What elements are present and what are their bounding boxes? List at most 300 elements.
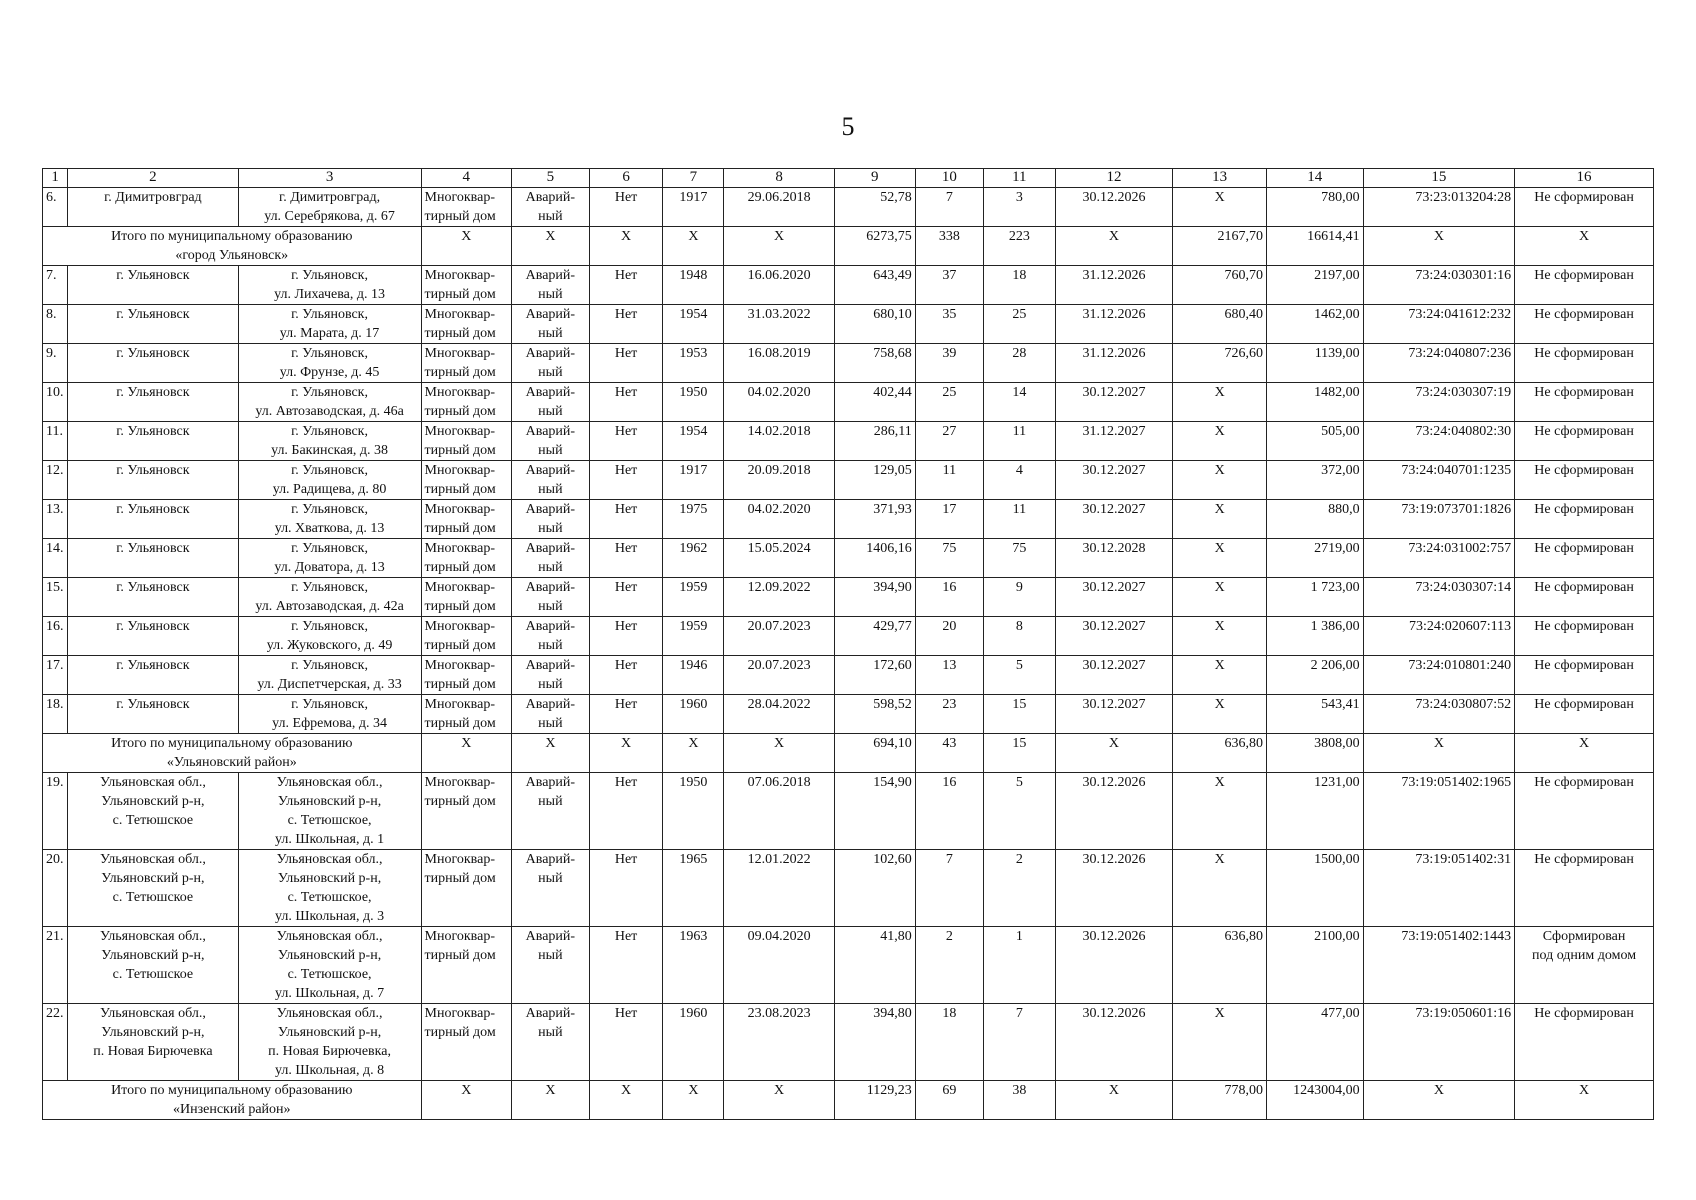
- area-cell: 429,77: [834, 617, 915, 656]
- building-type-cell: Многоквар- тирный дом: [421, 266, 511, 305]
- building-type-cell: Многоквар- тирный дом: [421, 461, 511, 500]
- date-cell: 12.01.2022: [724, 850, 834, 927]
- flag-cell: Нет: [589, 773, 663, 850]
- cadastral-number-cell: 73:24:040807:236: [1363, 344, 1514, 383]
- row-number: 15.: [43, 578, 68, 617]
- deadline-cell: 30.12.2027: [1055, 578, 1173, 617]
- total-people: 338: [915, 227, 983, 266]
- cost-cell: X: [1173, 539, 1267, 578]
- total-label: Итого по муниципальному образованию «город Ульяновск»: [43, 227, 422, 266]
- total-row: [43, 1081, 1654, 1120]
- flag-cell: Нет: [589, 695, 663, 734]
- flag-cell: Нет: [589, 383, 663, 422]
- row-number: 7.: [43, 266, 68, 305]
- area-cell: 1406,16: [834, 539, 915, 578]
- cost-total-cell: 505,00: [1266, 422, 1363, 461]
- address-cell: г. Ульяновск, ул. Жуковского, д. 49: [238, 617, 421, 656]
- total-cell: X: [511, 1081, 589, 1120]
- total-area: 1129,23: [834, 1081, 915, 1120]
- address-cell: г. Ульяновск, ул. Ефремова, д. 34: [238, 695, 421, 734]
- area-cell: 394,90: [834, 578, 915, 617]
- table-row: [43, 461, 1654, 500]
- deadline-cell: 31.12.2026: [1055, 266, 1173, 305]
- building-type-cell: Многоквар- тирный дом: [421, 656, 511, 695]
- column-number-cell: 4: [421, 169, 511, 188]
- cadastral-number-cell: 73:24:040701:1235: [1363, 461, 1514, 500]
- status-cell: Аварий- ный: [511, 695, 589, 734]
- deadline-cell: 31.12.2026: [1055, 305, 1173, 344]
- rooms-cell: 4: [984, 461, 1056, 500]
- land-status-cell: Не сформирован: [1515, 617, 1654, 656]
- total-cell: X: [1055, 227, 1173, 266]
- cost-total-cell: 1500,00: [1266, 850, 1363, 927]
- column-number-cell: 16: [1515, 169, 1654, 188]
- row-number: 10.: [43, 383, 68, 422]
- municipality-cell: Ульяновская обл., Ульяновский р-н, п. Новая Бирючевка: [68, 1004, 238, 1081]
- total-cell: X: [724, 227, 834, 266]
- table-row: [43, 773, 1654, 850]
- cost-cell: X: [1173, 422, 1267, 461]
- row-number: 21.: [43, 927, 68, 1004]
- year-cell: 1959: [663, 617, 724, 656]
- address-cell: г. Ульяновск, ул. Хваткова, д. 13: [238, 500, 421, 539]
- date-cell: 12.09.2022: [724, 578, 834, 617]
- date-cell: 20.07.2023: [724, 656, 834, 695]
- cost-cell: X: [1173, 383, 1267, 422]
- address-cell: Ульяновская обл., Ульяновский р-н, с. Тетюшское, ул. Школьная, д. 3: [238, 850, 421, 927]
- column-number-cell: 5: [511, 169, 589, 188]
- area-cell: 758,68: [834, 344, 915, 383]
- people-cell: 20: [915, 617, 983, 656]
- people-cell: 25: [915, 383, 983, 422]
- column-number-cell: 8: [724, 169, 834, 188]
- table-row: [43, 383, 1654, 422]
- cadastral-number-cell: 73:24:030301:16: [1363, 266, 1514, 305]
- status-cell: Аварий- ный: [511, 927, 589, 1004]
- land-status-cell: Не сформирован: [1515, 850, 1654, 927]
- cadastral-number-cell: 73:24:030807:52: [1363, 695, 1514, 734]
- table-row: [43, 344, 1654, 383]
- column-number-cell: 10: [915, 169, 983, 188]
- table-row: [43, 539, 1654, 578]
- cost-cell: 726,60: [1173, 344, 1267, 383]
- cost-cell: X: [1173, 578, 1267, 617]
- rooms-cell: 11: [984, 500, 1056, 539]
- cadastral-number-cell: 73:24:020607:113: [1363, 617, 1514, 656]
- flag-cell: Нет: [589, 461, 663, 500]
- date-cell: 23.08.2023: [724, 1004, 834, 1081]
- table-row: [43, 656, 1654, 695]
- land-status-cell: Не сформирован: [1515, 539, 1654, 578]
- total-cell: X: [511, 227, 589, 266]
- row-number: 17.: [43, 656, 68, 695]
- people-cell: 17: [915, 500, 983, 539]
- building-type-cell: Многоквар- тирный дом: [421, 695, 511, 734]
- deadline-cell: 31.12.2026: [1055, 344, 1173, 383]
- people-cell: 35: [915, 305, 983, 344]
- address-cell: Ульяновская обл., Ульяновский р-н, п. Новая Бирючевка, ул. Школьная, д. 8: [238, 1004, 421, 1081]
- total-rooms: 38: [984, 1081, 1056, 1120]
- land-status-cell: Не сформирован: [1515, 344, 1654, 383]
- rooms-cell: 7: [984, 1004, 1056, 1081]
- cadastral-number-cell: 73:24:010801:240: [1363, 656, 1514, 695]
- flag-cell: Нет: [589, 188, 663, 227]
- total-cell: X: [511, 734, 589, 773]
- cadastral-number-cell: 73:24:031002:757: [1363, 539, 1514, 578]
- rooms-cell: 2: [984, 850, 1056, 927]
- flag-cell: Нет: [589, 850, 663, 927]
- address-cell: г. Ульяновск, ул. Диспетчерская, д. 33: [238, 656, 421, 695]
- year-cell: 1959: [663, 578, 724, 617]
- land-status-cell: Не сформирован: [1515, 383, 1654, 422]
- cost-cell: X: [1173, 500, 1267, 539]
- table-row: [43, 1004, 1654, 1081]
- status-cell: Аварий- ный: [511, 850, 589, 927]
- date-cell: 31.03.2022: [724, 305, 834, 344]
- building-type-cell: Многоквар- тирный дом: [421, 344, 511, 383]
- building-type-cell: Многоквар- тирный дом: [421, 850, 511, 927]
- address-cell: г. Ульяновск, ул. Марата, д. 17: [238, 305, 421, 344]
- flag-cell: Нет: [589, 539, 663, 578]
- cost-total-cell: 780,00: [1266, 188, 1363, 227]
- people-cell: 27: [915, 422, 983, 461]
- rooms-cell: 1: [984, 927, 1056, 1004]
- flag-cell: Нет: [589, 927, 663, 1004]
- rooms-cell: 5: [984, 656, 1056, 695]
- flag-cell: Нет: [589, 656, 663, 695]
- year-cell: 1960: [663, 1004, 724, 1081]
- date-cell: 04.02.2020: [724, 500, 834, 539]
- table-row: [43, 617, 1654, 656]
- deadline-cell: 30.12.2027: [1055, 695, 1173, 734]
- table-row: [43, 927, 1654, 1004]
- total-area: 694,10: [834, 734, 915, 773]
- municipality-cell: г. Ульяновск: [68, 266, 238, 305]
- date-cell: 16.06.2020: [724, 266, 834, 305]
- area-cell: 102,60: [834, 850, 915, 927]
- year-cell: 1950: [663, 383, 724, 422]
- people-cell: 39: [915, 344, 983, 383]
- address-cell: г. Ульяновск, ул. Радищева, д. 80: [238, 461, 421, 500]
- total-people: 69: [915, 1081, 983, 1120]
- deadline-cell: 30.12.2027: [1055, 500, 1173, 539]
- total-cell: X: [1515, 1081, 1654, 1120]
- cadastral-number-cell: 73:24:030307:19: [1363, 383, 1514, 422]
- status-cell: Аварий- ный: [511, 539, 589, 578]
- total-label: Итого по муниципальному образованию «Инзенский район»: [43, 1081, 422, 1120]
- people-cell: 2: [915, 927, 983, 1004]
- municipality-cell: Ульяновская обл., Ульяновский р-н, с. Тетюшское: [68, 850, 238, 927]
- status-cell: Аварий- ный: [511, 188, 589, 227]
- area-cell: 286,11: [834, 422, 915, 461]
- total-cell: X: [421, 1081, 511, 1120]
- cadastral-number-cell: 73:24:030307:14: [1363, 578, 1514, 617]
- flag-cell: Нет: [589, 500, 663, 539]
- cost-total-cell: 477,00: [1266, 1004, 1363, 1081]
- municipality-cell: г. Ульяновск: [68, 500, 238, 539]
- municipality-cell: г. Ульяновск: [68, 539, 238, 578]
- flag-cell: Нет: [589, 578, 663, 617]
- deadline-cell: 31.12.2027: [1055, 422, 1173, 461]
- cost-cell: 760,70: [1173, 266, 1267, 305]
- date-cell: 04.02.2020: [724, 383, 834, 422]
- people-cell: 23: [915, 695, 983, 734]
- deadline-cell: 30.12.2026: [1055, 850, 1173, 927]
- municipality-cell: г. Димитровград: [68, 188, 238, 227]
- land-status-cell: Не сформирован: [1515, 695, 1654, 734]
- building-type-cell: Многоквар- тирный дом: [421, 383, 511, 422]
- status-cell: Аварий- ный: [511, 266, 589, 305]
- status-cell: Аварий- ный: [511, 500, 589, 539]
- table-row: [43, 266, 1654, 305]
- row-number: 9.: [43, 344, 68, 383]
- cost-total-cell: 1 386,00: [1266, 617, 1363, 656]
- deadline-cell: 30.12.2026: [1055, 188, 1173, 227]
- table-row: [43, 695, 1654, 734]
- rooms-cell: 8: [984, 617, 1056, 656]
- total-cell: X: [421, 734, 511, 773]
- municipality-cell: г. Ульяновск: [68, 578, 238, 617]
- cost-cell: X: [1173, 461, 1267, 500]
- column-number-cell: 2: [68, 169, 238, 188]
- cadastral-number-cell: 73:19:051402:1443: [1363, 927, 1514, 1004]
- cost-total-cell: 2 206,00: [1266, 656, 1363, 695]
- total-cell: X: [663, 734, 724, 773]
- date-cell: 07.06.2018: [724, 773, 834, 850]
- land-status-cell: Не сформирован: [1515, 773, 1654, 850]
- year-cell: 1965: [663, 850, 724, 927]
- total-cell: X: [1363, 734, 1514, 773]
- status-cell: Аварий- ный: [511, 773, 589, 850]
- rooms-cell: 14: [984, 383, 1056, 422]
- cost-total-cell: 2100,00: [1266, 927, 1363, 1004]
- area-cell: 371,93: [834, 500, 915, 539]
- total-row: [43, 227, 1654, 266]
- total-cell: X: [589, 227, 663, 266]
- rooms-cell: 9: [984, 578, 1056, 617]
- land-status-cell: Не сформирован: [1515, 1004, 1654, 1081]
- municipality-cell: г. Ульяновск: [68, 695, 238, 734]
- cost-total-cell: 1482,00: [1266, 383, 1363, 422]
- status-cell: Аварий- ный: [511, 578, 589, 617]
- land-status-cell: Не сформирован: [1515, 422, 1654, 461]
- total-cost: 3808,00: [1266, 734, 1363, 773]
- municipality-cell: Ульяновская обл., Ульяновский р-н, с. Тетюшское: [68, 773, 238, 850]
- address-cell: г. Ульяновск, ул. Автозаводская, д. 42а: [238, 578, 421, 617]
- municipality-cell: г. Ульяновск: [68, 461, 238, 500]
- status-cell: Аварий- ный: [511, 344, 589, 383]
- municipality-cell: г. Ульяновск: [68, 617, 238, 656]
- cost-cell: X: [1173, 617, 1267, 656]
- row-number: 19.: [43, 773, 68, 850]
- cost-total-cell: 2719,00: [1266, 539, 1363, 578]
- municipality-cell: г. Ульяновск: [68, 422, 238, 461]
- building-type-cell: Многоквар- тирный дом: [421, 305, 511, 344]
- rooms-cell: 18: [984, 266, 1056, 305]
- column-number-cell: 11: [984, 169, 1056, 188]
- area-cell: 41,80: [834, 927, 915, 1004]
- deadline-cell: 30.12.2026: [1055, 927, 1173, 1004]
- land-status-cell: Не сформирован: [1515, 578, 1654, 617]
- date-cell: 16.08.2019: [724, 344, 834, 383]
- deadline-cell: 30.12.2027: [1055, 461, 1173, 500]
- rooms-cell: 28: [984, 344, 1056, 383]
- municipality-cell: г. Ульяновск: [68, 656, 238, 695]
- total-cell: X: [421, 227, 511, 266]
- column-number-cell: 6: [589, 169, 663, 188]
- total-cell: X: [1515, 227, 1654, 266]
- land-status-cell: Не сформирован: [1515, 656, 1654, 695]
- cost-cell: X: [1173, 850, 1267, 927]
- area-cell: 129,05: [834, 461, 915, 500]
- row-number: 18.: [43, 695, 68, 734]
- total-cell: 778,00: [1173, 1081, 1267, 1120]
- flag-cell: Нет: [589, 344, 663, 383]
- row-number: 12.: [43, 461, 68, 500]
- flag-cell: Нет: [589, 1004, 663, 1081]
- total-cell: X: [1055, 1081, 1173, 1120]
- total-cell: X: [1515, 734, 1654, 773]
- row-number: 16.: [43, 617, 68, 656]
- building-type-cell: Многоквар- тирный дом: [421, 617, 511, 656]
- building-type-cell: Многоквар- тирный дом: [421, 500, 511, 539]
- deadline-cell: 30.12.2027: [1055, 656, 1173, 695]
- rooms-cell: 3: [984, 188, 1056, 227]
- people-cell: 13: [915, 656, 983, 695]
- row-number: 8.: [43, 305, 68, 344]
- cost-cell: X: [1173, 695, 1267, 734]
- rooms-cell: 75: [984, 539, 1056, 578]
- building-type-cell: Многоквар- тирный дом: [421, 773, 511, 850]
- cost-cell: 636,80: [1173, 927, 1267, 1004]
- cadastral-number-cell: 73:19:051402:31: [1363, 850, 1514, 927]
- cadastral-number-cell: 73:23:013204:28: [1363, 188, 1514, 227]
- municipality-cell: г. Ульяновск: [68, 305, 238, 344]
- row-number: 22.: [43, 1004, 68, 1081]
- row-number: 14.: [43, 539, 68, 578]
- municipality-cell: г. Ульяновск: [68, 383, 238, 422]
- total-label: Итого по муниципальному образованию «Ульяновский район»: [43, 734, 422, 773]
- people-cell: 16: [915, 578, 983, 617]
- page-number: 5: [841, 112, 855, 141]
- year-cell: 1946: [663, 656, 724, 695]
- total-cell: 636,80: [1173, 734, 1267, 773]
- year-cell: 1960: [663, 695, 724, 734]
- address-cell: Ульяновская обл., Ульяновский р-н, с. Тетюшское, ул. Школьная, д. 1: [238, 773, 421, 850]
- total-cell: X: [663, 227, 724, 266]
- column-number-row: [43, 169, 1654, 188]
- total-row: [43, 734, 1654, 773]
- table-row: [43, 305, 1654, 344]
- building-type-cell: Многоквар- тирный дом: [421, 188, 511, 227]
- status-cell: Аварий- ный: [511, 1004, 589, 1081]
- status-cell: Аварий- ный: [511, 461, 589, 500]
- deadline-cell: 30.12.2027: [1055, 383, 1173, 422]
- total-rooms: 223: [984, 227, 1056, 266]
- date-cell: 29.06.2018: [724, 188, 834, 227]
- cadastral-number-cell: 73:24:040802:30: [1363, 422, 1514, 461]
- status-cell: Аварий- ный: [511, 617, 589, 656]
- building-type-cell: Многоквар- тирный дом: [421, 578, 511, 617]
- cost-total-cell: 372,00: [1266, 461, 1363, 500]
- date-cell: 14.02.2018: [724, 422, 834, 461]
- status-cell: Аварий- ный: [511, 305, 589, 344]
- total-people: 43: [915, 734, 983, 773]
- total-cell: X: [1363, 1081, 1514, 1120]
- people-cell: 75: [915, 539, 983, 578]
- deadline-cell: 30.12.2027: [1055, 617, 1173, 656]
- building-type-cell: Многоквар- тирный дом: [421, 1004, 511, 1081]
- column-number-cell: 15: [1363, 169, 1514, 188]
- area-cell: 680,10: [834, 305, 915, 344]
- building-type-cell: Многоквар- тирный дом: [421, 422, 511, 461]
- deadline-cell: 30.12.2028: [1055, 539, 1173, 578]
- total-cell: X: [1363, 227, 1514, 266]
- column-number-cell: 13: [1173, 169, 1267, 188]
- area-cell: 402,44: [834, 383, 915, 422]
- total-cell: X: [724, 1081, 834, 1120]
- total-rooms: 15: [984, 734, 1056, 773]
- cost-total-cell: 1462,00: [1266, 305, 1363, 344]
- date-cell: 28.04.2022: [724, 695, 834, 734]
- people-cell: 37: [915, 266, 983, 305]
- land-status-cell: Не сформирован: [1515, 188, 1654, 227]
- address-cell: г. Димитровград, ул. Серебрякова, д. 67: [238, 188, 421, 227]
- year-cell: 1917: [663, 188, 724, 227]
- table-row: [43, 500, 1654, 539]
- column-number-cell: 12: [1055, 169, 1173, 188]
- table-row: [43, 188, 1654, 227]
- land-status-cell: Не сформирован: [1515, 461, 1654, 500]
- area-cell: 154,90: [834, 773, 915, 850]
- year-cell: 1963: [663, 927, 724, 1004]
- people-cell: 18: [915, 1004, 983, 1081]
- flag-cell: Нет: [589, 305, 663, 344]
- column-number-cell: 3: [238, 169, 421, 188]
- address-cell: Ульяновская обл., Ульяновский р-н, с. Тетюшское, ул. Школьная, д. 7: [238, 927, 421, 1004]
- people-cell: 16: [915, 773, 983, 850]
- column-number-cell: 1: [43, 169, 68, 188]
- row-number: 20.: [43, 850, 68, 927]
- total-cell: 2167,70: [1173, 227, 1267, 266]
- cadastral-number-cell: 73:19:051402:1965: [1363, 773, 1514, 850]
- year-cell: 1948: [663, 266, 724, 305]
- total-cell: X: [663, 1081, 724, 1120]
- rooms-cell: 11: [984, 422, 1056, 461]
- cost-total-cell: 1 723,00: [1266, 578, 1363, 617]
- area-cell: 52,78: [834, 188, 915, 227]
- column-number-cell: 9: [834, 169, 915, 188]
- cadastral-number-cell: 73:19:050601:16: [1363, 1004, 1514, 1081]
- date-cell: 20.07.2023: [724, 617, 834, 656]
- cost-cell: X: [1173, 188, 1267, 227]
- address-cell: г. Ульяновск, ул. Бакинская, д. 38: [238, 422, 421, 461]
- year-cell: 1953: [663, 344, 724, 383]
- area-cell: 598,52: [834, 695, 915, 734]
- rooms-cell: 25: [984, 305, 1056, 344]
- land-status-cell: Сформирован под одним домом: [1515, 927, 1654, 1004]
- column-number-cell: 14: [1266, 169, 1363, 188]
- resettlement-table: [42, 168, 1654, 1120]
- cost-cell: X: [1173, 1004, 1267, 1081]
- address-cell: г. Ульяновск, ул. Автозаводская, д. 46а: [238, 383, 421, 422]
- total-cell: X: [589, 734, 663, 773]
- total-cell: X: [1055, 734, 1173, 773]
- date-cell: 15.05.2024: [724, 539, 834, 578]
- table-row: [43, 422, 1654, 461]
- building-type-cell: Многоквар- тирный дом: [421, 539, 511, 578]
- date-cell: 09.04.2020: [724, 927, 834, 1004]
